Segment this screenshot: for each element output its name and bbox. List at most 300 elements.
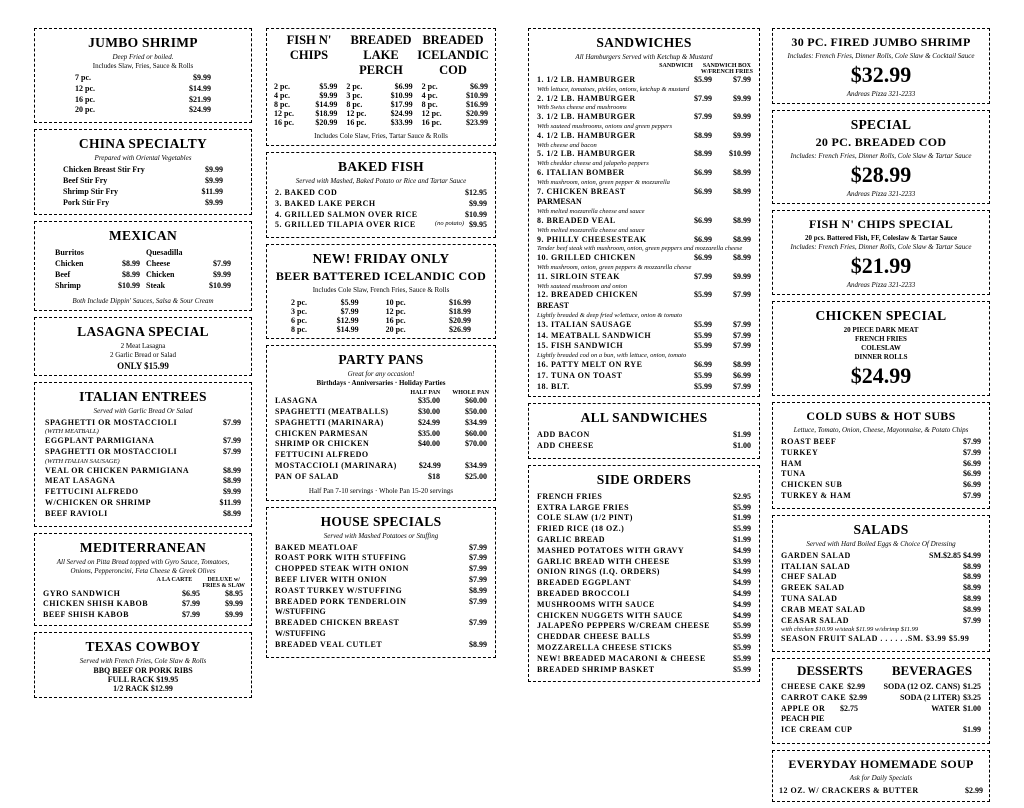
price: $7.99 <box>340 307 359 317</box>
item-note: (WITH MEATBALL) <box>45 428 99 436</box>
item-price: $10.99 <box>465 209 487 219</box>
menu-item <box>45 487 241 498</box>
menu-item <box>537 290 751 319</box>
item-label: CHICKEN PARMESAN <box>275 428 368 438</box>
menu-item <box>55 281 140 292</box>
item-label: CHOPPED STEAK WITH ONION <box>275 564 409 574</box>
section-title: NEW! FRIDAY ONLY <box>312 251 450 267</box>
item-price: $8.99 <box>223 465 241 475</box>
dessert-price: $2.99 <box>849 692 868 702</box>
item-label: Burritos <box>55 248 84 258</box>
item-price: $8.99 <box>963 593 981 603</box>
menu-item <box>275 439 487 450</box>
section-subtitle: Served with Garlic Bread Or Salad <box>93 406 193 415</box>
item-note: With melted mozzarella cheese and sauce <box>537 208 645 216</box>
item-price: $10.99 <box>209 280 231 290</box>
section-title: FISH N' CHIPS SPECIAL <box>809 217 953 231</box>
item-price: $7.99 <box>469 553 487 563</box>
price-box: $8.99 <box>733 215 751 225</box>
menu-item <box>275 575 487 586</box>
item-label: BEEF RAVIOLI <box>45 508 108 518</box>
price-box: $7.99 <box>733 330 751 340</box>
section-subtitle: Served with Mashed Potatoes or Stuffing <box>323 531 439 540</box>
item-label: MOSTACCIOLI (MARINARA) <box>275 460 397 470</box>
menu-item <box>45 476 241 487</box>
item-price: $8.99 <box>122 269 140 279</box>
qty: 2 pc. <box>291 298 307 308</box>
italian-entrees-section <box>34 382 252 527</box>
table-row <box>273 325 489 334</box>
side-orders-section <box>528 465 760 683</box>
qty: 8 pc. <box>274 100 290 109</box>
menu-item <box>537 589 751 600</box>
menu-item <box>41 675 245 684</box>
menu-item <box>146 281 231 292</box>
item-label: FRIED RICE (18 OZ.) <box>537 524 625 534</box>
menu-item <box>63 165 223 176</box>
item-price: $9.99 <box>205 175 223 185</box>
menu-item <box>781 605 981 616</box>
fired-jumbo-shrimp-special <box>772 28 990 104</box>
item-label: 5. GRILLED TILAPIA OVER RICE <box>275 220 416 230</box>
item-price: $9.99 <box>469 198 487 208</box>
section-title: EVERYDAY HOMEMADE SOUP <box>788 756 974 771</box>
qty: 6 pc. <box>291 316 307 326</box>
menu-item <box>781 551 981 562</box>
mexican-section <box>34 221 252 310</box>
menu-item <box>537 320 751 331</box>
menu-item <box>537 665 751 676</box>
menu-item <box>537 341 751 360</box>
section-title: CHICKEN SPECIAL <box>815 308 947 323</box>
column-3 <box>528 28 760 688</box>
lasagna-line-2: 2 Garlic Bread or Salad <box>109 350 177 359</box>
menu-item <box>781 682 981 693</box>
price-sandwich: $5.99 <box>694 75 712 84</box>
price-whole: $34.99 <box>465 417 487 427</box>
item-label: 12. BREADED CHICKEN <box>537 290 638 300</box>
beverage-price: $1.25 <box>963 681 981 691</box>
item-price: $8.99 <box>963 604 981 614</box>
item-label: TURKEY & HAM <box>781 490 852 500</box>
item-label: ONION RINGS (I.Q. ORDERS) <box>537 567 660 577</box>
item-price: $5.99 <box>733 664 751 674</box>
item-price-deluxe: $8.95 <box>225 588 243 598</box>
section-footer: Andreas Pizza 321-2233 <box>846 190 916 198</box>
all-sandwiches-section <box>528 403 760 459</box>
item-label: 7 pc. <box>75 73 91 82</box>
item-price: $7.99 <box>469 542 487 552</box>
item-label: VEAL OR CHICKEN PARMIGIANA <box>45 465 190 475</box>
section-subtitle: All Served on Pitta Bread topped with Gyro Sauce, Tomatoes, <box>56 557 230 566</box>
item-price: $11.99 <box>201 186 223 196</box>
section-title: SANDWICHES <box>596 35 692 50</box>
item-label: MOZZARELLA CHEESE STICKS <box>537 643 673 653</box>
menu-item <box>781 704 981 715</box>
item-price: $2.99 <box>965 785 983 795</box>
menu-item <box>781 693 981 704</box>
item-label: FETTUCINI ALFREDO <box>45 487 139 497</box>
item-price: $7.99 <box>469 564 487 574</box>
item-label: TURKEY <box>781 447 819 457</box>
section-title: SPECIAL <box>850 117 912 132</box>
menu-item <box>537 235 751 254</box>
price-sandwich: $7.99 <box>694 271 712 281</box>
col-header-deluxe: DELUXE w/ <box>207 576 240 583</box>
menu-item <box>275 564 487 575</box>
price: $20.99 <box>466 109 488 118</box>
item-price-alacarte: $6.95 <box>182 588 200 598</box>
item-label: Quesadilla <box>146 248 183 258</box>
lasagna-price: ONLY $15.99 <box>117 360 169 371</box>
item-label: ITALIAN SALAD <box>781 561 851 571</box>
item-label: Beef <box>55 269 71 279</box>
item-label: 3. 1/2 LB. HAMBURGER <box>537 112 636 122</box>
item-label: CHEF SALAD <box>781 572 838 582</box>
item-label: COLE SLAW (1/2 PINT) <box>537 513 633 523</box>
price: $24.99 <box>390 109 413 118</box>
item-label: 3. BAKED LAKE PERCH <box>275 198 376 208</box>
item-price: $24.99 <box>189 105 211 115</box>
item-label: 4. GRILLED SALMON OVER RICE <box>275 209 418 219</box>
item-price <box>137 248 140 259</box>
item-label: PAN OF SALAD <box>275 471 339 481</box>
dessert-label: CARROT CAKE <box>781 692 847 702</box>
price-box: $9.99 <box>733 271 751 281</box>
menu-item <box>537 643 751 654</box>
breaded-perch-header-3: PERCH <box>359 63 403 77</box>
item-price: $7.99 <box>469 618 487 628</box>
item-label: 15. FISH SANDWICH <box>537 341 624 351</box>
menu-item <box>43 599 243 610</box>
breaded-cod-header-3: COD <box>439 63 467 77</box>
section-subtitle: Ask for Daily Specials <box>849 773 913 782</box>
menu-item <box>275 407 487 418</box>
item-price: $4.99 <box>733 610 751 620</box>
menu-item <box>537 621 751 632</box>
salad-note: with chicken $10.99 w/steak $11.99 w/shrimp $11.99 <box>781 626 919 634</box>
menu-item <box>537 149 751 168</box>
item-price: $8.99 <box>223 476 241 486</box>
item-price <box>228 248 231 259</box>
price-box: $8.99 <box>733 359 751 369</box>
item-note: W/STUFFING <box>275 628 326 638</box>
item-price: $5.99 <box>733 643 751 653</box>
item-price: $5.99 <box>733 502 751 512</box>
qty: 4 pc. <box>421 91 438 100</box>
menu-item <box>275 543 487 554</box>
menu-item <box>537 371 751 382</box>
menu-item <box>146 248 231 259</box>
menu-item <box>146 259 231 270</box>
table-row <box>273 316 489 325</box>
item-price: $7.99 <box>963 437 981 446</box>
menu-item <box>275 597 487 619</box>
friday-price-table <box>273 298 489 334</box>
special-price: $24.99 <box>850 363 912 388</box>
item-label: 18. BLT. <box>537 381 570 391</box>
item-price: $8.99 <box>963 561 981 571</box>
mediterranean-section <box>34 533 252 626</box>
item-price: $12.95 <box>465 188 487 197</box>
section-title: LASAGNA SPECIAL <box>77 323 209 339</box>
qty: 16 pc. <box>421 118 442 127</box>
dessert-label: ICE CREAM CUP <box>781 725 853 735</box>
price: $10.99 <box>390 91 413 100</box>
item-price: $7.99 <box>213 259 231 269</box>
item-label: NEW! BREADED MACARONI & CHEESE <box>537 653 706 663</box>
item-price: $7.99 <box>223 446 241 456</box>
item-label: ADD CHEESE <box>537 441 594 451</box>
menu-item <box>275 450 487 461</box>
item-label: GREEK SALAD <box>781 583 845 593</box>
beverage-label: WATER <box>931 703 960 713</box>
item-label: 8. BREADED VEAL <box>537 215 616 225</box>
section-title: BAKED FISH <box>338 159 424 174</box>
section-subtitle: All Hamburgers Served with Ketchup & Mustard <box>575 53 713 61</box>
price: $10.99 <box>466 91 488 100</box>
breaded-perch-header-2: LAKE <box>363 48 399 62</box>
menu-item <box>45 466 241 477</box>
qty: 12 pc. <box>346 109 367 118</box>
dessert-price: $2.75 <box>840 703 858 713</box>
price-half: $24.99 <box>418 417 440 427</box>
menu-item <box>537 360 751 371</box>
menu-item <box>781 594 981 605</box>
price: $5.99 <box>340 298 359 308</box>
price-half: $30.00 <box>418 406 440 416</box>
qty: 10 pc. <box>385 298 406 308</box>
item-label: 12 pc. <box>75 83 95 93</box>
lasagna-special-section <box>34 317 252 376</box>
menu-item <box>45 447 241 466</box>
item-price: $7.99 <box>963 447 981 457</box>
menu-item <box>537 611 751 622</box>
item-label: 2. BAKED COD <box>275 188 338 197</box>
item-label: ADD BACON <box>537 430 590 440</box>
qty: 3 pc. <box>291 307 307 317</box>
section-footer: Includes Cole Slaw, Fries, Tartar Sauce & Rolls <box>314 132 448 140</box>
price-half: $35.00 <box>418 396 440 406</box>
item-label: TUNA SALAD <box>781 593 838 603</box>
item-label: CRAB MEAT SALAD <box>781 604 866 614</box>
chicken-special <box>772 301 990 396</box>
menu-item <box>275 586 487 597</box>
item-label: ROAST PORK WITH STUFFING <box>275 553 407 563</box>
special-price: $32.99 <box>850 62 912 87</box>
menu-item <box>275 472 487 483</box>
menu-item <box>781 480 981 491</box>
price-box: $8.99 <box>733 167 751 177</box>
dessert-label: PEACH PIE <box>781 714 825 724</box>
item-label-2: BREAST <box>537 301 570 311</box>
column-4 <box>772 28 990 808</box>
price-sandwich: $5.99 <box>694 370 712 380</box>
item-price: $5.99 <box>733 632 751 642</box>
item-price: $9.95 <box>469 220 487 230</box>
item-label: BAKED MEATLOAF <box>275 542 359 552</box>
price: $6.99 <box>394 82 413 91</box>
price: $33.99 <box>390 118 413 127</box>
menu-item <box>537 75 751 94</box>
table-row <box>273 298 489 307</box>
item-label: 6. ITALIAN BOMBER <box>537 167 625 177</box>
breaded-cod-special <box>772 110 990 204</box>
item-label: BREADED BROCCOLI <box>537 589 630 599</box>
col-header-whole-pan: WHOLE PAN <box>452 390 489 397</box>
item-note: With lettuce, tomatoes, pickles, onions, ketchup & mustard <box>537 85 690 93</box>
section-subtitle: 20 pcs. Battered Fish, FF, Coleslaw & Tartar Sauce <box>804 234 958 242</box>
price-sandwich: $5.99 <box>694 330 712 340</box>
menu-item <box>43 610 243 621</box>
section-subtitle-2: Onions, Pepperoncini, Feta Cheese & Greek Olives <box>70 566 216 575</box>
mexican-burritos <box>55 248 140 291</box>
col-header-alacarte: A LA CARTE <box>156 576 193 583</box>
price-box: $9.99 <box>733 130 751 140</box>
section-subtitle: Includes: French Fries, Dinner Rolls, Cole Slaw & Cocktail Sauce <box>787 52 975 60</box>
price-whole: $60.00 <box>465 396 487 406</box>
item-label: SPAGHETTI (MEATBALLS) <box>275 406 389 416</box>
menu-item <box>537 382 751 393</box>
item-price: $12.99 <box>150 683 173 693</box>
item-price: $5.99 <box>733 524 751 534</box>
item-label: 12 OZ. W/ CRACKERS & BUTTER <box>779 785 919 795</box>
price: $23.99 <box>466 118 488 127</box>
section-footer: Andreas Pizza 321-2233 <box>846 281 916 289</box>
side-orders-list <box>535 490 753 678</box>
menu-item <box>781 491 981 502</box>
item-price-deluxe: $9.99 <box>225 599 243 609</box>
section-title: MEXICAN <box>108 228 178 244</box>
item-note: W/STUFFING <box>275 607 326 617</box>
special-price: $21.99 <box>850 253 912 278</box>
mexican-quesadilla <box>146 248 231 291</box>
table-row <box>273 118 489 127</box>
price: $16.99 <box>449 298 471 308</box>
item-label: W/CHICKEN OR SHRIMP <box>45 497 151 507</box>
item-label: BBQ BEEF OR PORK RIBS <box>93 665 193 675</box>
section-title: ITALIAN ENTREES <box>79 388 207 404</box>
menu-item <box>537 492 751 503</box>
price-sandwich: $8.99 <box>694 130 712 140</box>
fish-chips-header-2: CHIPS <box>289 48 329 62</box>
beverage-label: SODA (2 LITER) <box>899 692 960 702</box>
item-price: $4.99 <box>733 599 751 609</box>
menu-item <box>275 210 487 221</box>
item-price: $8.99 <box>963 572 981 582</box>
item-label: Chicken <box>55 259 84 269</box>
item-label: 10. GRILLED CHICKEN <box>537 253 636 263</box>
price-box: $6.99 <box>733 370 751 380</box>
item-note: Lightly breaded & deep fried w/lettuce, onion & tomato <box>537 311 683 319</box>
section-title-2: BEER BATTERED ICELANDIC COD <box>275 269 487 284</box>
menu-item <box>45 498 241 509</box>
item-price: $1.99 <box>733 513 751 523</box>
menu-item <box>781 448 981 459</box>
price-half: $24.99 <box>418 460 441 470</box>
menu-item <box>75 84 211 95</box>
section-title-2: 20 PC. BREADED COD <box>815 135 947 149</box>
dessert-price: $1.99 <box>963 725 981 735</box>
baked-fish-section <box>266 152 496 238</box>
chicken-line-1: 20 PIECE DARK MEAT <box>843 326 919 334</box>
item-price: $9.99 <box>223 487 241 497</box>
price-box: $9.99 <box>733 112 751 122</box>
menu-item <box>537 513 751 524</box>
item-label: SPAGHETTI (MARINARA) <box>275 417 384 427</box>
price: $18.99 <box>315 109 338 118</box>
item-label: 5. 1/2 LB. HAMBURGER <box>537 149 636 159</box>
item-price: $11.99 <box>219 497 241 507</box>
item-label: Cheese <box>146 259 170 269</box>
menu-item <box>45 509 241 520</box>
house-specials-section <box>266 507 496 658</box>
item-label: 11. SIRLOIN STEAK <box>537 271 620 281</box>
menu-item <box>537 430 751 441</box>
menu-item <box>537 112 751 131</box>
menu-item <box>781 562 981 573</box>
menu-item <box>537 331 751 342</box>
item-label: FETTUCINI ALFREDO <box>275 450 369 460</box>
price-sandwich: $6.99 <box>694 253 712 263</box>
qty: 8 pc. <box>346 100 363 109</box>
price-box: $7.99 <box>733 75 751 84</box>
item-label: SPAGHETTI OR MOSTACCIOLI <box>45 417 178 427</box>
dessert-price: $2.99 <box>847 681 866 691</box>
item-price: $14.99 <box>189 83 211 93</box>
item-price: $10.99 <box>118 280 140 290</box>
item-price: $21.99 <box>189 94 211 104</box>
section-subtitle-2: Includes: French Fries, Dinner Rolls, Cole Slaw & Tartar Sauce <box>790 243 972 251</box>
item-label: TUNA <box>781 469 806 479</box>
item-note: (WITH ITALIAN SAUSAGE) <box>45 457 120 465</box>
texas-cowboy-section <box>34 632 252 698</box>
chicken-line-3: COLESLAW <box>861 344 901 352</box>
breaded-cod-header-2: ICELANDIC <box>417 48 489 62</box>
china-specialty-section <box>34 129 252 215</box>
price: $20.99 <box>449 316 471 326</box>
item-label: SPAGHETTI OR MOSTACCIOLI <box>45 446 178 456</box>
menu-item <box>537 567 751 578</box>
item-price: $8.99 <box>963 583 981 593</box>
item-price: $19.95 <box>156 674 179 684</box>
section-subtitle-2: Birthdays · Anniversaries · Holiday Parties <box>316 379 446 388</box>
price: $6.99 <box>470 82 488 91</box>
menu-item <box>275 418 487 429</box>
col-header-sandwich-box: SANDWICH BOX <box>702 63 751 69</box>
section-subtitle: Great for any occasion! <box>347 370 415 379</box>
menu-item <box>537 557 751 568</box>
qty: 12 pc. <box>421 109 442 118</box>
column-2 <box>266 28 496 664</box>
section-subtitle: Includes: French Fries, Dinner Rolls, Cole Slaw & Tartar Sauce <box>790 152 972 160</box>
item-label: 4. 1/2 LB. HAMBURGER <box>537 130 636 140</box>
cold-hot-subs-section <box>772 402 990 509</box>
item-label: ROAST TURKEY W/STUFFING <box>275 585 403 595</box>
menu-item <box>43 589 243 600</box>
section-title: SIDE ORDERS <box>596 471 692 487</box>
item-price: $1.99 <box>733 535 751 545</box>
item-label: 1/2 RACK <box>113 683 149 693</box>
item-label: MASHED POTATOES WITH GRAVY <box>537 545 685 555</box>
item-label: Pork Stir Fry <box>63 197 110 207</box>
price: $9.99 <box>319 91 338 100</box>
item-label: 2. 1/2 LB. HAMBURGER <box>537 93 636 103</box>
qty: 8 pc. <box>421 100 438 109</box>
section-title: 30 PC. FIRED JUMBO SHRIMP <box>791 35 971 49</box>
item-price-alacarte: $7.99 <box>182 599 200 609</box>
item-label: BREADED CHICKEN BREAST <box>275 618 400 628</box>
